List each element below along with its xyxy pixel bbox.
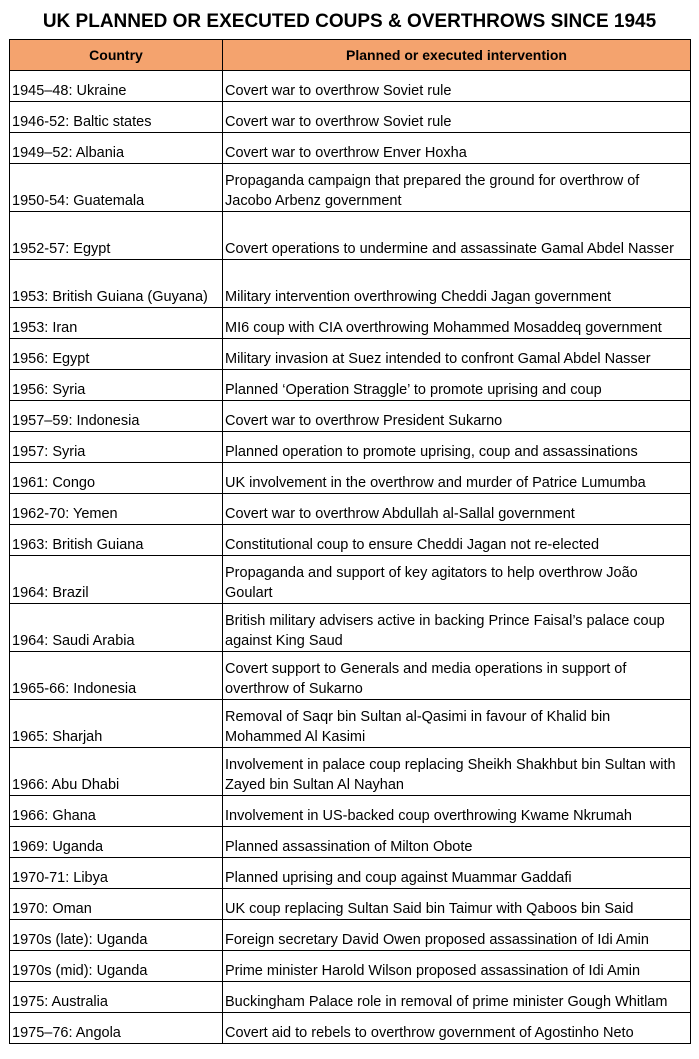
coups-table-container	[9, 39, 690, 1044]
table-row	[10, 102, 691, 133]
intervention-cell: Foreign secretary David Owen proposed assassination of Idi Amin	[223, 920, 691, 951]
intervention-cell: Involvement in palace coup replacing Sheikh Shakhbut bin Sultan with Zayed bin Sultan Al Nayhan	[223, 748, 691, 796]
table-body	[10, 71, 691, 1044]
intervention-cell: Covert war to overthrow President Sukarno	[223, 401, 691, 432]
header-row	[10, 40, 691, 71]
column-header-country: Country	[10, 40, 223, 71]
intervention-cell: UK involvement in the overthrow and murder of Patrice Lumumba	[223, 463, 691, 494]
table-row	[10, 401, 691, 432]
page-title: UK PLANNED OR EXECUTED COUPS & OVERTHROWS SINCE 1945	[42, 11, 657, 32]
intervention-cell: Planned uprising and coup against Muammar Gaddafi	[223, 858, 691, 889]
intervention-cell: Prime minister Harold Wilson proposed assassination of Idi Amin	[223, 951, 691, 982]
country-cell: 1975–76: Angola	[10, 1013, 223, 1044]
table-row	[10, 982, 691, 1013]
country-cell: 1956: Syria	[10, 370, 223, 401]
country-cell: 1966: Abu Dhabi	[10, 748, 223, 796]
table-row	[10, 212, 691, 260]
intervention-cell: Covert aid to rebels to overthrow government of Agostinho Neto	[223, 1013, 691, 1044]
table-row	[10, 951, 691, 982]
intervention-cell: Covert operations to undermine and assassinate Gamal Abdel Nasser	[223, 212, 691, 260]
country-cell: 1964: Saudi Arabia	[10, 604, 223, 652]
table-row	[10, 889, 691, 920]
intervention-cell: UK coup replacing Sultan Said bin Taimur with Qaboos bin Said	[223, 889, 691, 920]
intervention-cell: Covert support to Generals and media operations in support of overthrow of Sukarno	[223, 652, 691, 700]
intervention-cell: Planned assassination of Milton Obote	[223, 827, 691, 858]
intervention-cell: Propaganda campaign that prepared the ground for overthrow of Jacobo Arbenz government	[223, 164, 691, 212]
table-header	[10, 40, 691, 71]
table-row	[10, 700, 691, 748]
country-cell: 1975: Australia	[10, 982, 223, 1013]
table-row	[10, 463, 691, 494]
table-row	[10, 133, 691, 164]
table-row	[10, 370, 691, 401]
country-cell: 1953: British Guiana (Guyana)	[10, 260, 223, 308]
table-row	[10, 71, 691, 102]
intervention-cell: Propaganda and support of key agitators to help overthrow João Goulart	[223, 556, 691, 604]
intervention-cell: British military advisers active in backing Prince Faisal’s palace coup against King Saud	[223, 604, 691, 652]
country-cell: 1946-52: Baltic states	[10, 102, 223, 133]
intervention-cell: Constitutional coup to ensure Cheddi Jagan not re-elected	[223, 525, 691, 556]
country-cell: 1962-70: Yemen	[10, 494, 223, 525]
intervention-cell: Covert war to overthrow Enver Hoxha	[223, 133, 691, 164]
country-cell: 1963: British Guiana	[10, 525, 223, 556]
intervention-cell: Involvement in US-backed coup overthrowing Kwame Nkrumah	[223, 796, 691, 827]
table-row	[10, 260, 691, 308]
table-row	[10, 858, 691, 889]
country-cell: 1969: Uganda	[10, 827, 223, 858]
intervention-cell: Military invasion at Suez intended to confront Gamal Abdel Nasser	[223, 339, 691, 370]
intervention-cell: Covert war to overthrow Soviet rule	[223, 71, 691, 102]
table-row	[10, 432, 691, 463]
table-row	[10, 920, 691, 951]
intervention-cell: Planned operation to promote uprising, coup and assassinations	[223, 432, 691, 463]
country-cell: 1957: Syria	[10, 432, 223, 463]
country-cell: 1949–52: Albania	[10, 133, 223, 164]
table-row	[10, 827, 691, 858]
table-row	[10, 796, 691, 827]
table-row	[10, 1013, 691, 1044]
country-cell: 1970: Oman	[10, 889, 223, 920]
table-row	[10, 604, 691, 652]
country-cell: 1952-57: Egypt	[10, 212, 223, 260]
country-cell: 1970s (mid): Uganda	[10, 951, 223, 982]
table-row	[10, 556, 691, 604]
country-cell: 1965-66: Indonesia	[10, 652, 223, 700]
table-row	[10, 164, 691, 212]
country-cell: 1956: Egypt	[10, 339, 223, 370]
column-header-intervention: Planned or executed intervention	[223, 40, 691, 71]
country-cell: 1966: Ghana	[10, 796, 223, 827]
intervention-cell: Planned ‘Operation Straggle’ to promote uprising and coup	[223, 370, 691, 401]
country-cell: 1961: Congo	[10, 463, 223, 494]
table-row	[10, 308, 691, 339]
intervention-cell: MI6 coup with CIA overthrowing Mohammed Mosaddeq government	[223, 308, 691, 339]
coups-table	[9, 39, 691, 1044]
table-row	[10, 748, 691, 796]
country-cell: 1965: Sharjah	[10, 700, 223, 748]
country-cell: 1953: Iran	[10, 308, 223, 339]
intervention-cell: Military intervention overthrowing Cheddi Jagan government	[223, 260, 691, 308]
country-cell: 1970s (late): Uganda	[10, 920, 223, 951]
table-row	[10, 525, 691, 556]
table-row	[10, 652, 691, 700]
country-cell: 1964: Brazil	[10, 556, 223, 604]
country-cell: 1957–59: Indonesia	[10, 401, 223, 432]
table-row	[10, 494, 691, 525]
intervention-cell: Covert war to overthrow Soviet rule	[223, 102, 691, 133]
country-cell: 1950-54: Guatemala	[10, 164, 223, 212]
country-cell: 1970-71: Libya	[10, 858, 223, 889]
intervention-cell: Buckingham Palace role in removal of prime minister Gough Whitlam	[223, 982, 691, 1013]
country-cell: 1945–48: Ukraine	[10, 71, 223, 102]
table-row	[10, 339, 691, 370]
intervention-cell: Removal of Saqr bin Sultan al-Qasimi in favour of Khalid bin Mohammed Al Kasimi	[223, 700, 691, 748]
intervention-cell: Covert war to overthrow Abdullah al-Sallal government	[223, 494, 691, 525]
